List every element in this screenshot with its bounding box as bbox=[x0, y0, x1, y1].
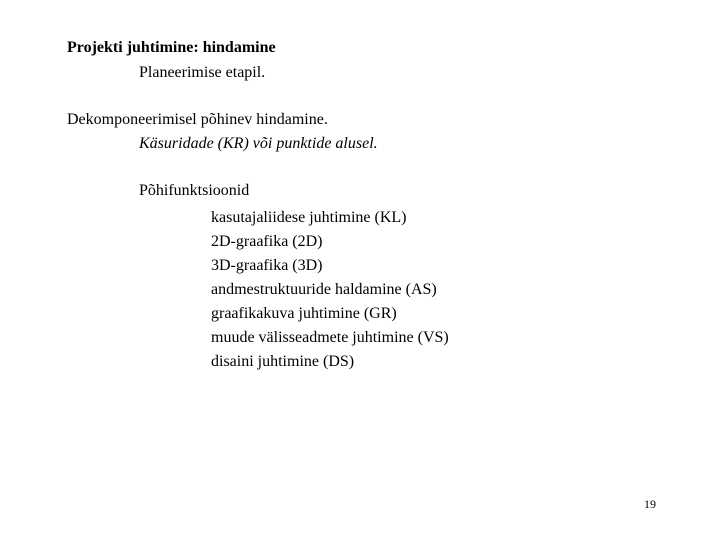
section-title: Põhifunktsioonid bbox=[139, 182, 250, 199]
estimation-note: Käsuridade (KR) või punktide alusel. bbox=[139, 135, 378, 152]
list-item: disaini juhtimine (DS) bbox=[211, 353, 355, 370]
estimation-heading: Dekomponeerimisel põhinev hindamine. bbox=[67, 111, 328, 128]
list-item: andmestruktuuride haldamine (AS) bbox=[211, 281, 437, 298]
list-item: 3D-graafika (3D) bbox=[211, 257, 323, 274]
page-number: 19 bbox=[644, 497, 656, 511]
list-item: 2D-graafika (2D) bbox=[211, 233, 323, 250]
function-list bbox=[211, 206, 449, 374]
slide-subtitle: Planeerimise etapil. bbox=[139, 64, 266, 81]
list-item: graafikakuva juhtimine (GR) bbox=[211, 305, 397, 322]
list-item: kasutajaliidese juhtimine (KL) bbox=[211, 209, 407, 226]
list-item: muude välisseadmete juhtimine (VS) bbox=[211, 329, 449, 346]
slide-title: Projekti juhtimine: hindamine bbox=[67, 39, 276, 56]
